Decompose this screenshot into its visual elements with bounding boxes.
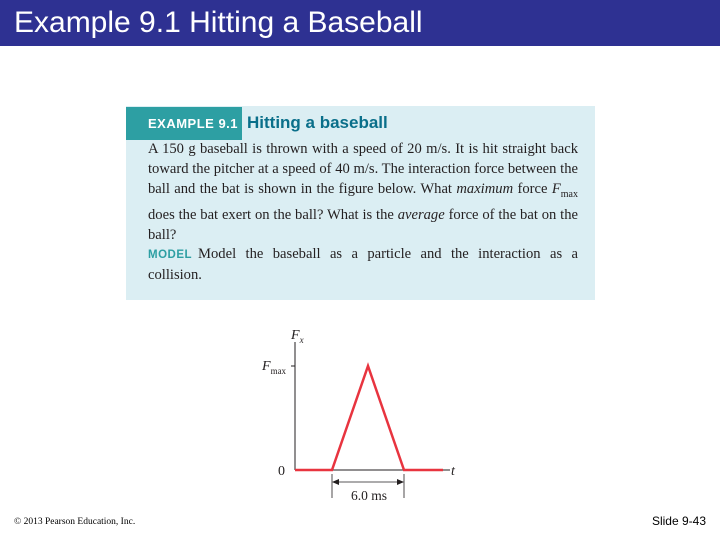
problem-text-maximum: maximum: [456, 181, 514, 197]
slide-title: Example 9.1 Hitting a Baseball: [14, 6, 423, 39]
footer-copyright: © 2013 Pearson Education, Inc.: [14, 517, 136, 527]
problem-text-2: force: [513, 181, 552, 197]
example-box: [126, 106, 595, 300]
force-pulse-line: [295, 366, 443, 470]
duration-arrowhead-right: [397, 479, 404, 485]
example-problem-text: [148, 139, 578, 245]
fmax-label: $F_{max}$: [262, 359, 287, 376]
y-axis-label: $F_x$: [291, 328, 304, 345]
example-label: EXAMPLE 9.1: [126, 107, 242, 140]
problem-text-f: F: [551, 181, 561, 197]
problem-text-4: force of the bat on the ball?: [148, 206, 578, 243]
problem-text-1: A 150 g baseball is thrown with a speed of 20 m/s. It is hit straight back toward the pitcher at a speed of 40 m/s. The interaction force between the ball and the bat is shown in the figure below. What: [148, 141, 578, 197]
duration-label: 6.0 ms: [350, 488, 388, 503]
problem-text-average: average: [397, 206, 445, 223]
title-bar: [0, 0, 720, 46]
origin-label: 0: [278, 464, 285, 479]
slide-number: Slide 9-43: [651, 514, 706, 528]
problem-text-fmax-subscript: max: [560, 188, 578, 200]
model-text: Model the baseball as a particle and the interaction as a collision.: [148, 246, 578, 283]
x-axis-label: t: [451, 464, 455, 479]
example-title: Hitting a baseball: [247, 113, 388, 132]
model-tag: MODEL: [148, 249, 193, 261]
problem-text-3: does the bat exert on the ball? What is the: [148, 206, 398, 223]
example-model: [148, 244, 578, 285]
duration-arrowhead-left: [332, 479, 339, 485]
force-time-graph: [250, 318, 480, 508]
